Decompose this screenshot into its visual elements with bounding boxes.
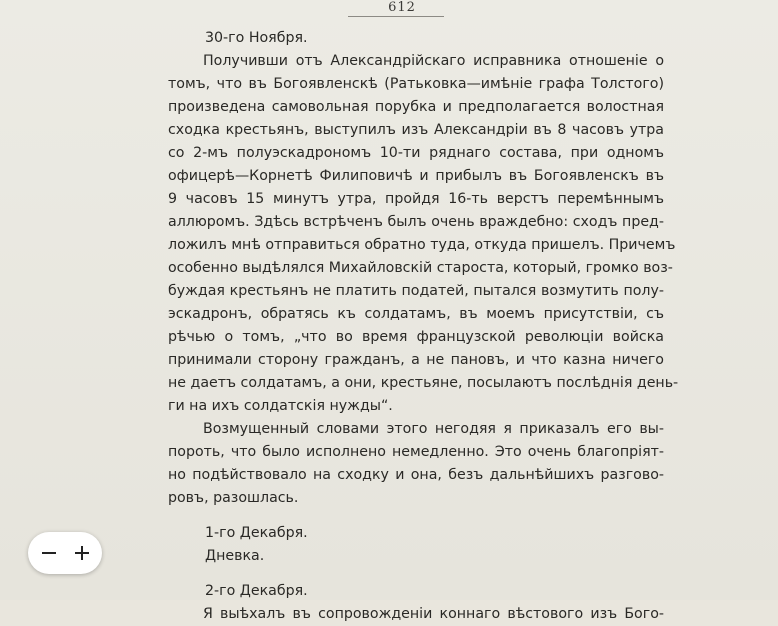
text-line: ровъ, разошлась. <box>168 490 299 506</box>
text-line: Возмущенный словами этого негодяя я приказалъ его вы- <box>203 421 664 437</box>
text-line: томъ, что въ Богоявленскѣ (Ратьковка—имѣніе графа Толстого) <box>168 76 664 92</box>
text-line: принимали сторону гражданъ, а не пановъ, и что казна ничего <box>168 352 664 368</box>
text-line: Получивши отъ Александрійскаго исправника отношеніе о <box>203 53 664 69</box>
text-line: рѣчью о томъ, „что во время французской революціи войска <box>168 329 664 345</box>
date-heading: 1-го Декабря. <box>205 525 308 541</box>
text-line: произведена самовольная порубка и предполагается волостная <box>168 99 664 115</box>
text-line: со 2-мъ полуэскадрономъ 10-ти ряднаго состава, при одномъ <box>168 145 664 161</box>
text-line: сходка крестьянъ, выступилъ изъ Александріи въ 8 часовъ утра <box>168 122 664 138</box>
date-heading: 2-го Декабря. <box>205 583 308 599</box>
zoom-in-button[interactable] <box>67 538 97 568</box>
page-number: 612 <box>388 0 416 15</box>
document-text <box>168 27 679 626</box>
zoom-control <box>28 532 102 574</box>
paragraph-gap <box>168 568 664 580</box>
minus-icon <box>41 545 57 561</box>
text-line: но подѣйствовало на сходку и она, безъ дальнѣйшихъ разгово- <box>168 467 664 483</box>
text-line: Я выѣхалъ въ сопровожденіи коннаго вѣстового изъ Бого- <box>203 606 664 622</box>
text-line: аллюромъ. Здѣсь встрѣченъ былъ очень враждебно: сходъ пред- <box>168 214 664 230</box>
text-line: офицерѣ—Корнетѣ Филиповичѣ и прибылъ въ Богоявленскъ въ <box>168 168 664 184</box>
text-line: пороть, что было исполнено немедленно. Это очень благопріят- <box>168 444 664 460</box>
text-line: не даетъ солдатамъ, а они, крестьяне, посылаютъ послѣднія день- <box>168 375 679 391</box>
zoom-out-button[interactable] <box>34 538 64 568</box>
text-line: 9 часовъ 15 минутъ утра, пройдя 16-ть верстъ перемѣннымъ <box>168 191 664 207</box>
text-line: особенно выдѣлялся Михайловскій староста, который, громко воз- <box>168 260 673 276</box>
text-line: буждая крестьянъ не платить податей, пытался возмутить полу- <box>168 283 664 299</box>
text-line: ги на ихъ солдатскія нужды“. <box>168 398 393 414</box>
date-heading: 30-го Ноября. <box>205 30 308 46</box>
text-line: эскадронъ, обратясь къ солдатамъ, въ моемъ присутствіи, съ <box>168 306 664 322</box>
paragraph-gap <box>168 510 664 522</box>
rest-day-heading: Дневка. <box>205 548 265 564</box>
page-number-rule <box>348 16 444 17</box>
text-line: ложилъ мнѣ отправиться обратно туда, откуда пришелъ. Причемъ <box>168 237 676 253</box>
plus-icon <box>74 545 90 561</box>
